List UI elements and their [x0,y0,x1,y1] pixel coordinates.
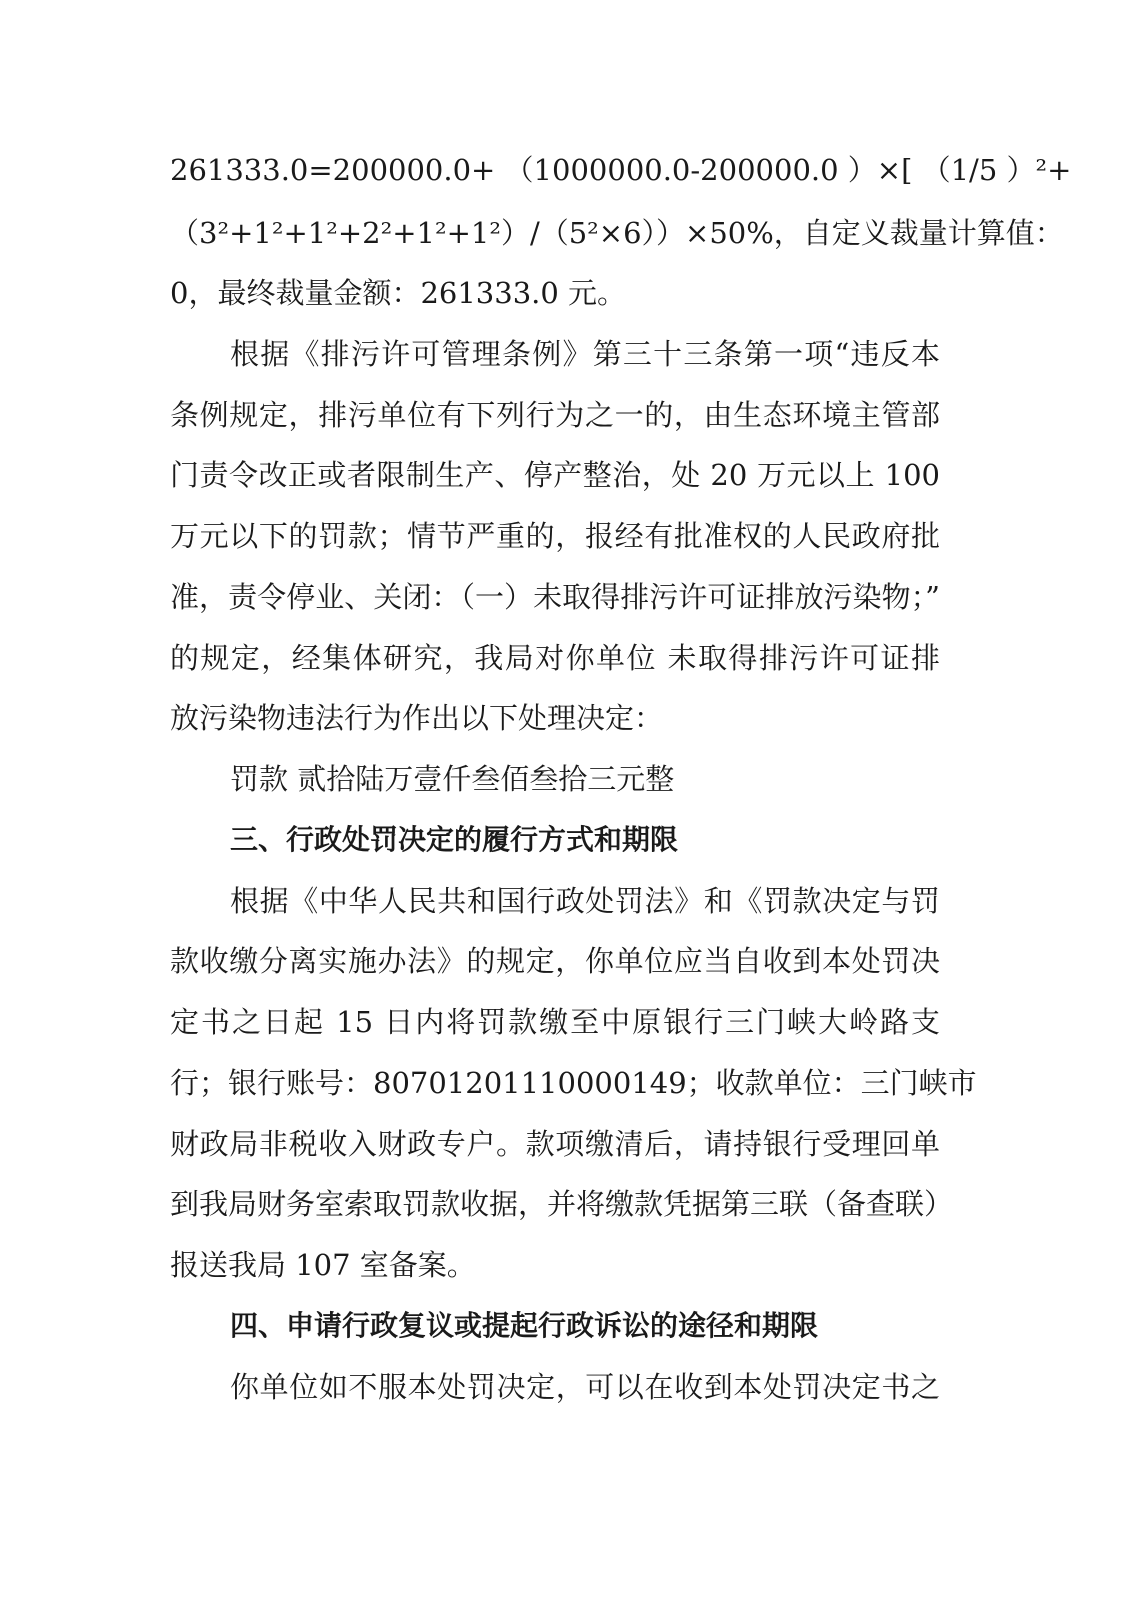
section-3-line-7: 报送我局 107 室备案。 [170,1248,476,1282]
section-4-line-1: 你单位如不服本处罚决定，可以在收到本处罚决定书之 [230,1370,940,1404]
section-3-line-2: 款收缴分离实施办法》的规定，你单位应当自收到本处罚决 [170,944,940,978]
formula-line-2: （3²+1²+1²+2²+1²+1²）/（5²×6））×50%，自定义裁量计算值： [170,216,1064,250]
basis-line-6: 的规定，经集体研究，我局对你单位 未取得排污许可证排 [170,641,940,675]
section-3-line-1: 根据《中华人民共和国行政处罚法》和《罚款决定与罚 [230,884,940,918]
basis-line-2: 条例规定，排污单位有下列行为之一的，由生态环境主管部 [170,398,940,432]
basis-line-1: 根据《排污许可管理条例》第三十三条第一项“违反本 [230,337,940,371]
section-3-line-3: 定书之日起 15 日内将罚款缴至中原银行三门峡大岭路支 [170,1005,940,1039]
basis-line-5: 准，责令停业、关闭：（一）未取得排污许可证排放污染物；” [170,580,940,614]
formula-line-1: 261333.0=200000.0+ （1000000.0-200000.0 ）×[ （1/5 ）²+ [170,153,1072,187]
section-3-line-6: 到我局财务室索取罚款收据，并将缴款凭据第三联（备查联） [170,1187,954,1221]
formula-line-3: 0，最终裁量金额：261333.0 元。 [170,276,627,310]
basis-line-4: 万元以下的罚款；情节严重的，报经有批准权的人民政府批 [170,519,940,553]
penalty-amount: 罚款 贰拾陆万壹仟叁佰叁拾三元整 [230,762,675,796]
section-4-title: 四、申请行政复议或提起行政诉讼的途径和期限 [230,1309,819,1342]
basis-line-3: 门责令改正或者限制生产、停产整治，处 20 万元以上 100 [170,458,940,492]
basis-line-7: 放污染物违法行为作出以下处理决定： [170,701,664,735]
section-3-line-5: 财政局非税收入财政专户。款项缴清后，请持银行受理回单 [170,1127,940,1161]
section-3-title: 三、行政处罚决定的履行方式和期限 [230,823,679,856]
section-3-line-4: 行；银行账号：80701201110000149；收款单位：三门峡市 [170,1066,977,1100]
